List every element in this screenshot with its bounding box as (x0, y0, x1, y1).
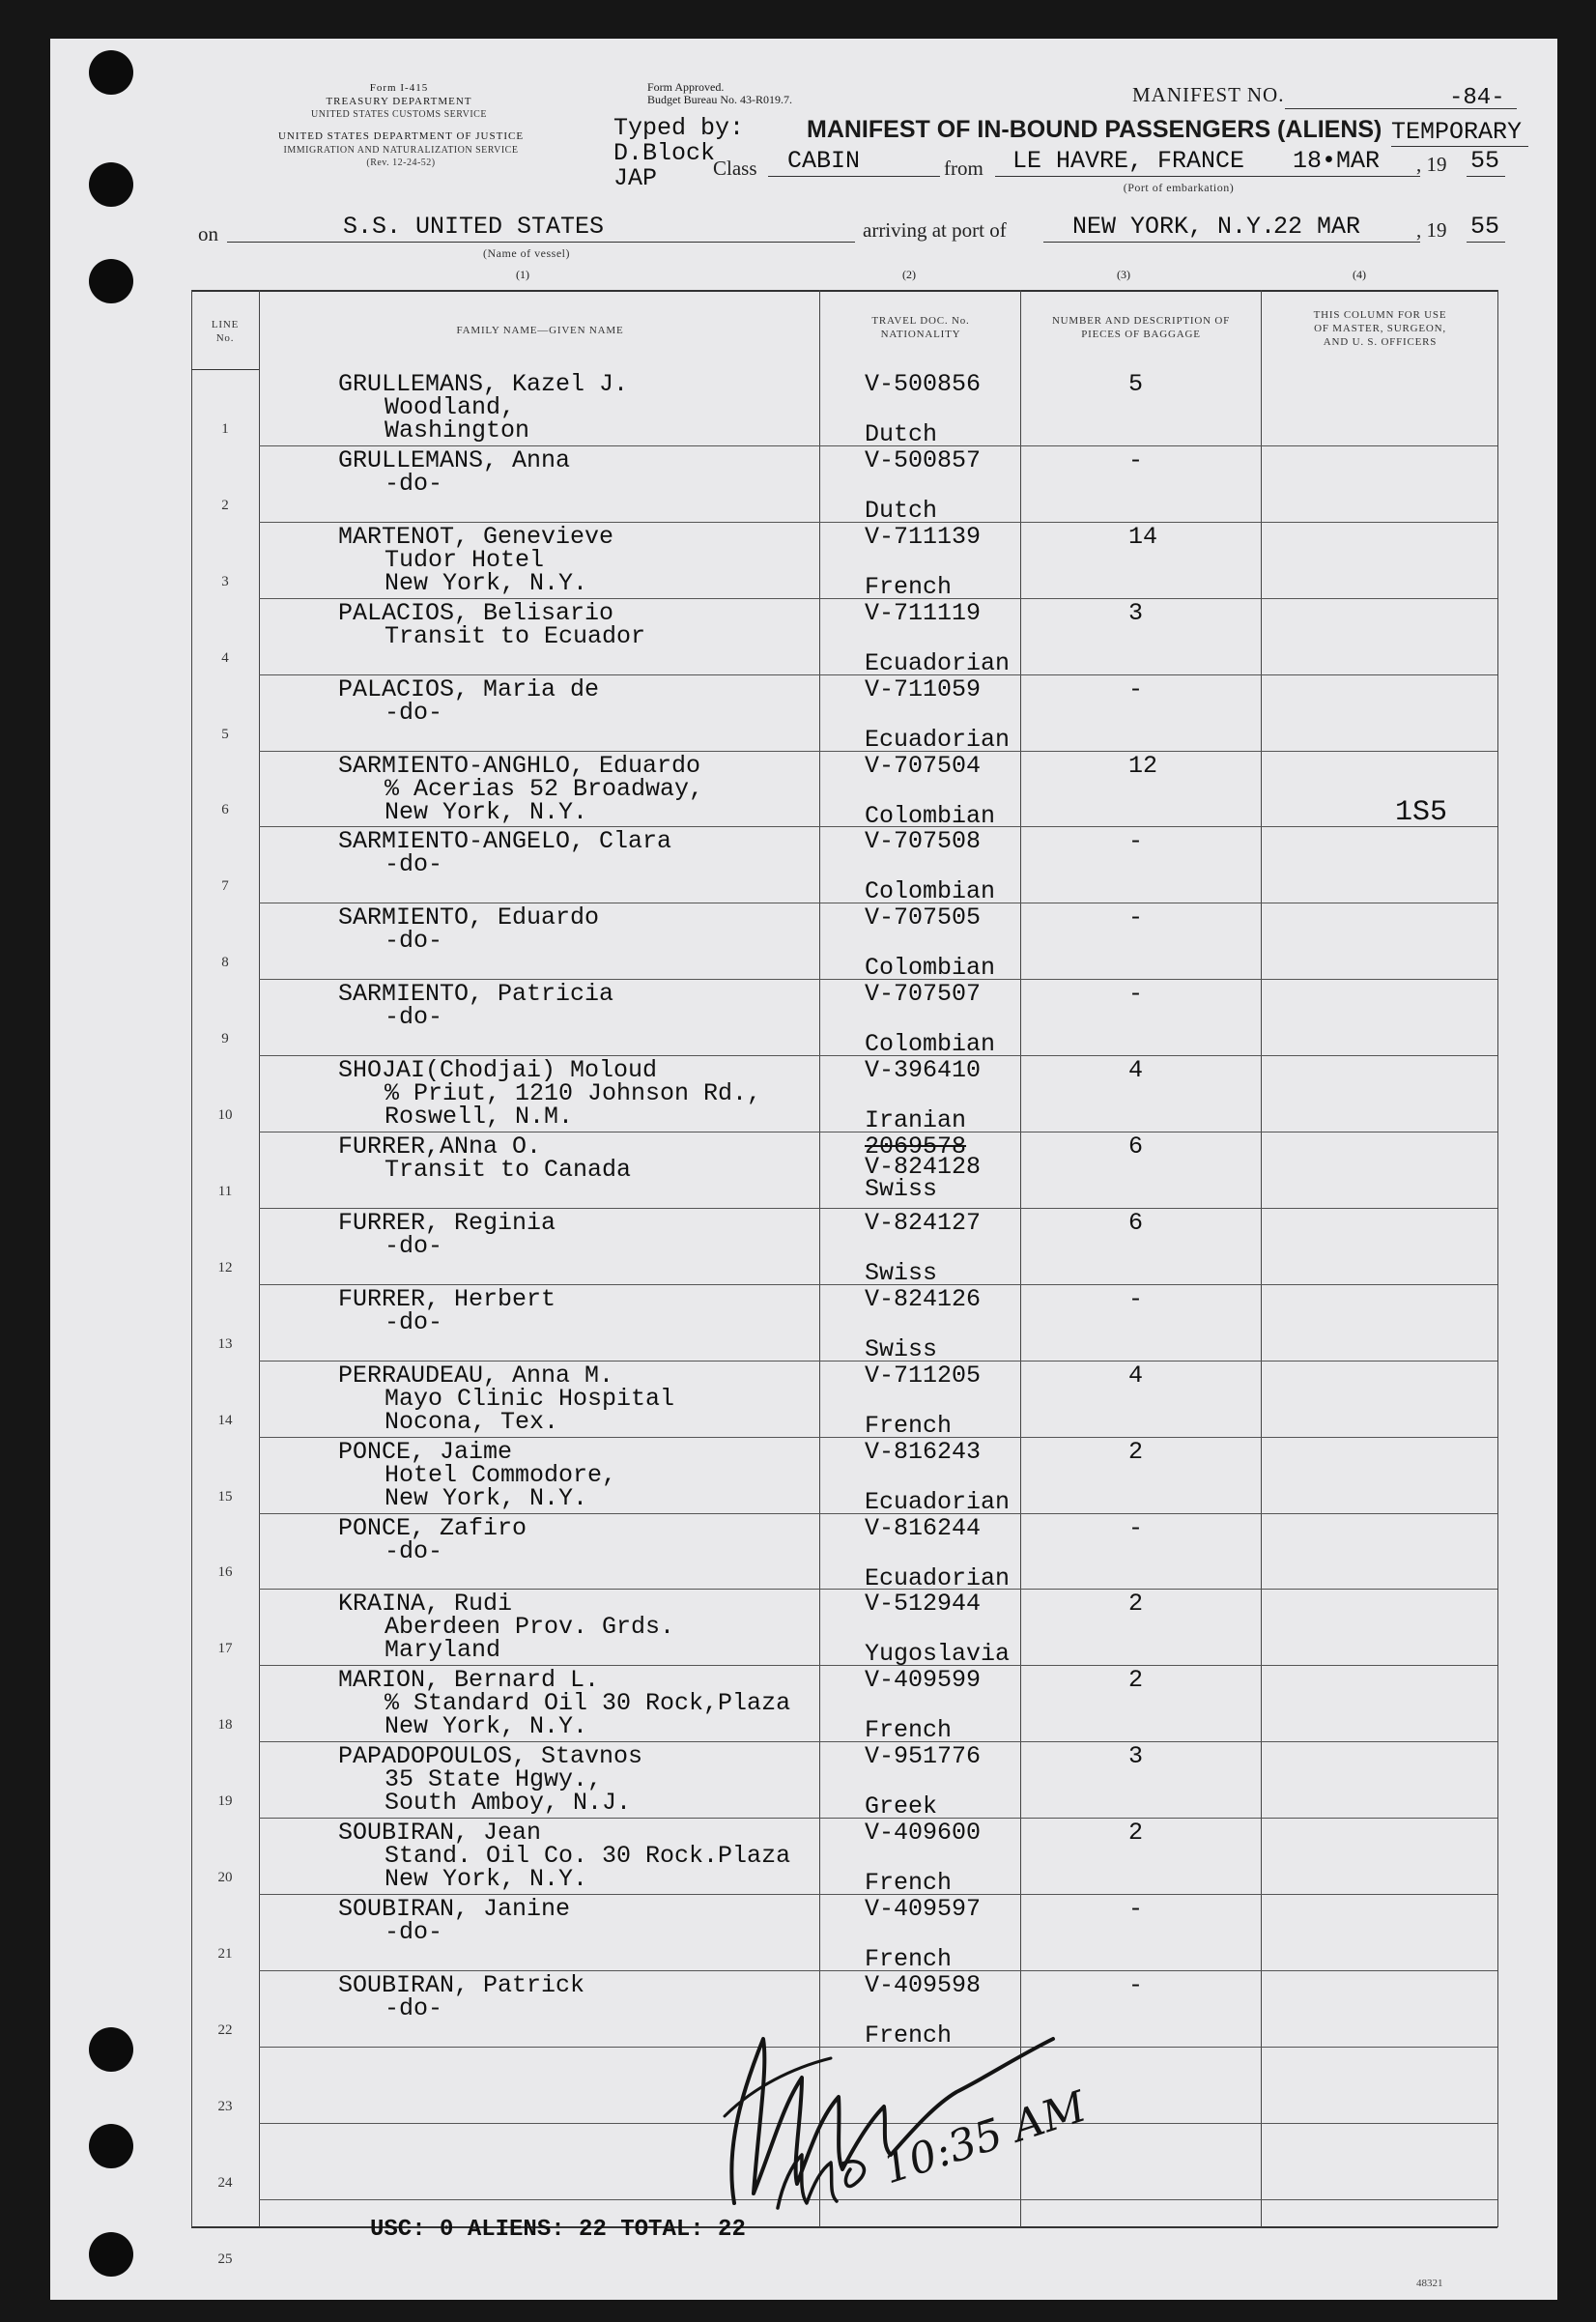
baggage-count: 6 (1128, 1209, 1144, 1237)
manifest-page (50, 39, 1557, 2300)
vessel-caption: (Name of vessel) (483, 246, 570, 260)
budget-bureau-number: Budget Bureau No. 43-R019.7. (647, 93, 792, 106)
passenger-address: South Amboy, N.J. (385, 1789, 632, 1817)
port-caption: (Port of embarkation) (1123, 181, 1235, 194)
line-number: 14 (217, 1413, 233, 1428)
line-number: 12 (217, 1260, 233, 1276)
nationality: Ecuadorian (865, 1564, 1011, 1592)
passenger-name: GRULLEMANS, Anna (338, 446, 571, 474)
totals-line: USC: 0 ALIENS: 22 TOTAL: 22 (370, 2217, 746, 2243)
nationality: French (865, 1945, 953, 1973)
on-label: on (198, 222, 218, 245)
passenger-name: FURRER, Herbert (338, 1285, 556, 1313)
travel-doc-number: V-711205 (865, 1362, 982, 1390)
passenger-address: -do- (385, 1003, 443, 1031)
travel-doc-number: V-409597 (865, 1895, 982, 1923)
line-number: 18 (217, 1717, 233, 1733)
line-number: 7 (221, 878, 229, 894)
manifest-no-label: MANIFEST NO. (1132, 83, 1285, 106)
passenger-address: % Acerias 52 Broadway, (385, 775, 704, 803)
family-name-header: FAMILY NAME—GIVEN NAME (456, 325, 624, 336)
embarkation-year: 55 (1470, 147, 1500, 175)
passenger-name: PONCE, Jaime (338, 1438, 513, 1466)
passenger-name: MARION, Bernard L. (338, 1666, 600, 1694)
arrival-date: 22 MAR (1273, 213, 1361, 241)
line-number: 21 (217, 1946, 233, 1962)
nationality: Colombian (865, 802, 996, 830)
baggage-count: - (1128, 827, 1144, 855)
line-number: 4 (221, 650, 229, 666)
typed-by-name: D.Block (613, 139, 716, 167)
passenger-name: SARMIENTO, Eduardo (338, 903, 600, 932)
baggage-count: 4 (1128, 1056, 1144, 1084)
passenger-address: Aberdeen Prov. Grds. (385, 1613, 675, 1641)
customs-service-label: UNITED STATES CUSTOMS SERVICE (311, 109, 487, 120)
passenger-name: KRAINA, Rudi (338, 1590, 513, 1618)
line-number: 20 (217, 1870, 233, 1885)
temporary-stamp: TEMPORARY (1391, 118, 1523, 146)
form-revision: (Rev. 12-24-52) (366, 158, 436, 168)
nationality: Colombian (865, 877, 996, 905)
nationality: Colombian (865, 1030, 996, 1058)
nationality: Greek (865, 1792, 938, 1820)
nationality: Dutch (865, 420, 938, 448)
passenger-address: New York, N.Y. (385, 1865, 588, 1893)
passenger-name: SARMIENTO, Patricia (338, 980, 614, 1008)
line-number: 1 (221, 421, 229, 437)
line-number: 5 (221, 727, 229, 742)
form-number: Form I-415 (369, 82, 429, 94)
line-number: 23 (217, 2099, 233, 2114)
line-number: 16 (217, 1564, 233, 1580)
line-number: 9 (221, 1031, 229, 1046)
passenger-name: FURRER,ANna O. (338, 1132, 542, 1161)
passenger-address: Transit to Ecuador (385, 622, 646, 650)
passenger-address: Mayo Clinic Hospital (385, 1385, 675, 1413)
passenger-name: SARMIENTO-ANGHLO, Eduardo (338, 752, 701, 780)
baggage-count: - (1128, 1285, 1144, 1313)
line-number: 8 (221, 955, 229, 970)
class-value: CABIN (787, 147, 861, 175)
embarkation-date: 18•MAR (1293, 147, 1381, 175)
travel-doc-number: V-816244 (865, 1514, 982, 1542)
travel-doc-number: V-711059 (865, 675, 982, 703)
struck-doc-number: 2069578 (865, 1132, 967, 1161)
baggage-header: NUMBER AND DESCRIPTION OF PIECES OF BAGGAGE (1051, 315, 1231, 340)
manifest-title: MANIFEST OF IN-BOUND PASSENGERS (ALIENS) (807, 116, 1382, 143)
passenger-name: SOUBIRAN, Janine (338, 1895, 571, 1923)
travel-doc-number: V-409599 (865, 1666, 982, 1694)
column-number-1: (1) (516, 268, 529, 281)
baggage-count: - (1128, 446, 1144, 474)
passenger-address: 35 State Hgwy., (385, 1765, 603, 1793)
typed-by-initials: JAP (613, 164, 658, 192)
travel-doc-number: V-711119 (865, 599, 982, 627)
officer-note: 1S5 (1395, 796, 1448, 829)
baggage-count: - (1128, 1971, 1144, 1999)
passenger-name: PONCE, Zafiro (338, 1514, 527, 1542)
nationality: Colombian (865, 954, 996, 982)
nationality: French (865, 1412, 953, 1440)
travel-doc-number: V-824127 (865, 1209, 982, 1237)
passenger-name: PALACIOS, Belisario (338, 599, 614, 627)
nationality: French (865, 1869, 953, 1897)
punch-hole (89, 259, 133, 303)
passenger-address: -do- (385, 1994, 443, 2022)
line-number: 15 (217, 1489, 233, 1505)
embarkation-year-prefix: , 19 (1416, 153, 1447, 176)
travel-doc-number: V-707504 (865, 752, 982, 780)
line-number: 2 (221, 498, 229, 513)
line-number: 19 (217, 1793, 233, 1809)
passenger-name: PAPADOPOULOS, Stavnos (338, 1742, 643, 1770)
arrival-port: NEW YORK, N.Y. (1072, 213, 1276, 241)
punch-hole (89, 2124, 133, 2168)
vessel-name: S.S. UNITED STATES (343, 213, 605, 241)
arrival-year-prefix: , 19 (1416, 218, 1447, 242)
travel-doc-number: V-707505 (865, 903, 982, 932)
passenger-name: GRULLEMANS, Kazel J. (338, 370, 629, 398)
passenger-address: Hotel Commodore, (385, 1461, 617, 1489)
nationality: French (865, 1716, 953, 1744)
line-number: 10 (217, 1107, 233, 1123)
immigration-service-label: IMMIGRATION AND NATURALIZATION SERVICE (283, 145, 519, 156)
line-number: 24 (217, 2175, 233, 2191)
line-no-header: LINE No. (211, 319, 240, 344)
passenger-address: -do- (385, 1308, 443, 1336)
passenger-address: Tudor Hotel (385, 546, 545, 574)
passenger-address: -do- (385, 927, 443, 955)
nationality: Swiss (865, 1335, 938, 1363)
form-approved: Form Approved. (647, 80, 725, 94)
nationality: French (865, 573, 953, 601)
punch-hole (89, 2232, 133, 2277)
passenger-name: SOUBIRAN, Jean (338, 1819, 542, 1847)
travel-doc-number: V-512944 (865, 1590, 982, 1618)
from-label: from (944, 157, 983, 180)
nationality: Yugoslavia (865, 1640, 1011, 1668)
passenger-name: SHOJAI(Chodjai) Moloud (338, 1056, 658, 1084)
column-number-2: (2) (902, 268, 916, 281)
passenger-name: SOUBIRAN, Patrick (338, 1971, 585, 1999)
punch-hole (89, 50, 133, 95)
nationality: Dutch (865, 497, 938, 525)
passenger-address: New York, N.Y. (385, 798, 588, 826)
passenger-address: Washington (385, 416, 530, 444)
travel-doc-number: V-824128 (865, 1153, 982, 1181)
travel-doc-number: V-707508 (865, 827, 982, 855)
passenger-address: Transit to Canada (385, 1156, 632, 1184)
passenger-address: -do- (385, 699, 443, 727)
arrival-year: 55 (1470, 213, 1500, 241)
baggage-count: 4 (1128, 1362, 1144, 1390)
nationality: Iranian (865, 1106, 967, 1134)
baggage-count: 14 (1128, 523, 1158, 551)
punch-hole (89, 2027, 133, 2072)
line-number: 6 (221, 802, 229, 817)
passenger-address: Roswell, N.M. (385, 1103, 574, 1131)
passenger-address: % Standard Oil 30 Rock,Plaza (385, 1689, 791, 1717)
passenger-address: -do- (385, 1232, 443, 1260)
travel-doc-number: V-707507 (865, 980, 982, 1008)
travel-doc-number: V-816243 (865, 1438, 982, 1466)
manifest-number: -84- (1449, 85, 1505, 111)
travel-doc-number: V-824126 (865, 1285, 982, 1313)
line-number: 3 (221, 574, 229, 589)
line-number: 22 (217, 2022, 233, 2038)
travel-doc-number: V-409600 (865, 1819, 982, 1847)
travel-doc-number: V-396410 (865, 1056, 982, 1084)
passenger-address: New York, N.Y. (385, 1712, 588, 1740)
passenger-name: PERRAUDEAU, Anna M. (338, 1362, 614, 1390)
baggage-count: - (1128, 1895, 1144, 1923)
passenger-name: FURRER, Reginia (338, 1209, 556, 1237)
baggage-count: 3 (1128, 1742, 1144, 1770)
travel-doc-number: V-711139 (865, 523, 982, 551)
department-label: TREASURY DEPARTMENT (326, 96, 472, 107)
baggage-count: - (1128, 1514, 1144, 1542)
baggage-count: 2 (1128, 1590, 1144, 1618)
line-number: 25 (217, 2251, 233, 2267)
justice-department-label: UNITED STATES DEPARTMENT OF JUSTICE (277, 130, 525, 142)
class-label: Class (713, 157, 757, 180)
passenger-address: Woodland, (385, 393, 516, 421)
baggage-count: - (1128, 980, 1144, 1008)
travel-doc-number: V-951776 (865, 1742, 982, 1770)
nationality: Ecuadorian (865, 726, 1011, 754)
embarkation-port: LE HAVRE, FRANCE (1012, 147, 1245, 175)
baggage-count: 2 (1128, 1666, 1144, 1694)
travel-doc-number: V-409598 (865, 1971, 982, 1999)
passenger-name: PALACIOS, Maria de (338, 675, 600, 703)
baggage-count: 5 (1128, 370, 1144, 398)
baggage-count: 2 (1128, 1438, 1144, 1466)
passenger-address: Maryland (385, 1636, 501, 1664)
travel-doc-number: V-500856 (865, 370, 982, 398)
passenger-name: MARTENOT, Genevieve (338, 523, 614, 551)
passenger-address: New York, N.Y. (385, 569, 588, 597)
baggage-count: 3 (1128, 599, 1144, 627)
baggage-count: 6 (1128, 1132, 1144, 1161)
arriving-label: arriving at port of (863, 218, 1007, 242)
baggage-count: - (1128, 903, 1144, 932)
typed-by-label: Typed by: (613, 114, 745, 142)
nationality: Swiss (865, 1175, 938, 1203)
baggage-count: 2 (1128, 1819, 1144, 1847)
print-code: 48321 (1416, 2278, 1443, 2289)
passenger-address: New York, N.Y. (385, 1484, 588, 1512)
baggage-count: 12 (1128, 752, 1158, 780)
line-number: 13 (217, 1336, 233, 1352)
signature (667, 2000, 1111, 2222)
nationality: Ecuadorian (865, 1488, 1011, 1516)
passenger-address: Stand. Oil Co. 30 Rock.Plaza (385, 1842, 791, 1870)
column-number-4: (4) (1353, 268, 1366, 281)
officers-column-header: THIS COLUMN FOR USE OF MASTER, SURGEON, AND U. S. OFFICERS (1313, 309, 1447, 348)
nationality: French (865, 2021, 953, 2050)
passenger-address: % Priut, 1210 Johnson Rd., (385, 1079, 762, 1107)
passenger-address: -do- (385, 470, 443, 498)
baggage-count: - (1128, 675, 1144, 703)
passenger-address: -do- (385, 850, 443, 878)
nationality: Ecuadorian (865, 649, 1011, 677)
passenger-name: SARMIENTO-ANGELO, Clara (338, 827, 672, 855)
passenger-address: -do- (385, 1918, 443, 1946)
travel-doc-number: V-500857 (865, 446, 982, 474)
line-number: 11 (217, 1184, 233, 1199)
nationality: Swiss (865, 1259, 938, 1287)
passenger-address: -do- (385, 1537, 443, 1565)
passenger-address: Nocona, Tex. (385, 1408, 559, 1436)
signature-time: 10:35 AM (876, 2081, 1093, 2194)
punch-hole (89, 162, 133, 207)
line-number: 17 (217, 1641, 233, 1656)
travel-doc-header: TRAVEL DOC. No. NATIONALITY (871, 315, 970, 340)
column-number-3: (3) (1117, 268, 1130, 281)
